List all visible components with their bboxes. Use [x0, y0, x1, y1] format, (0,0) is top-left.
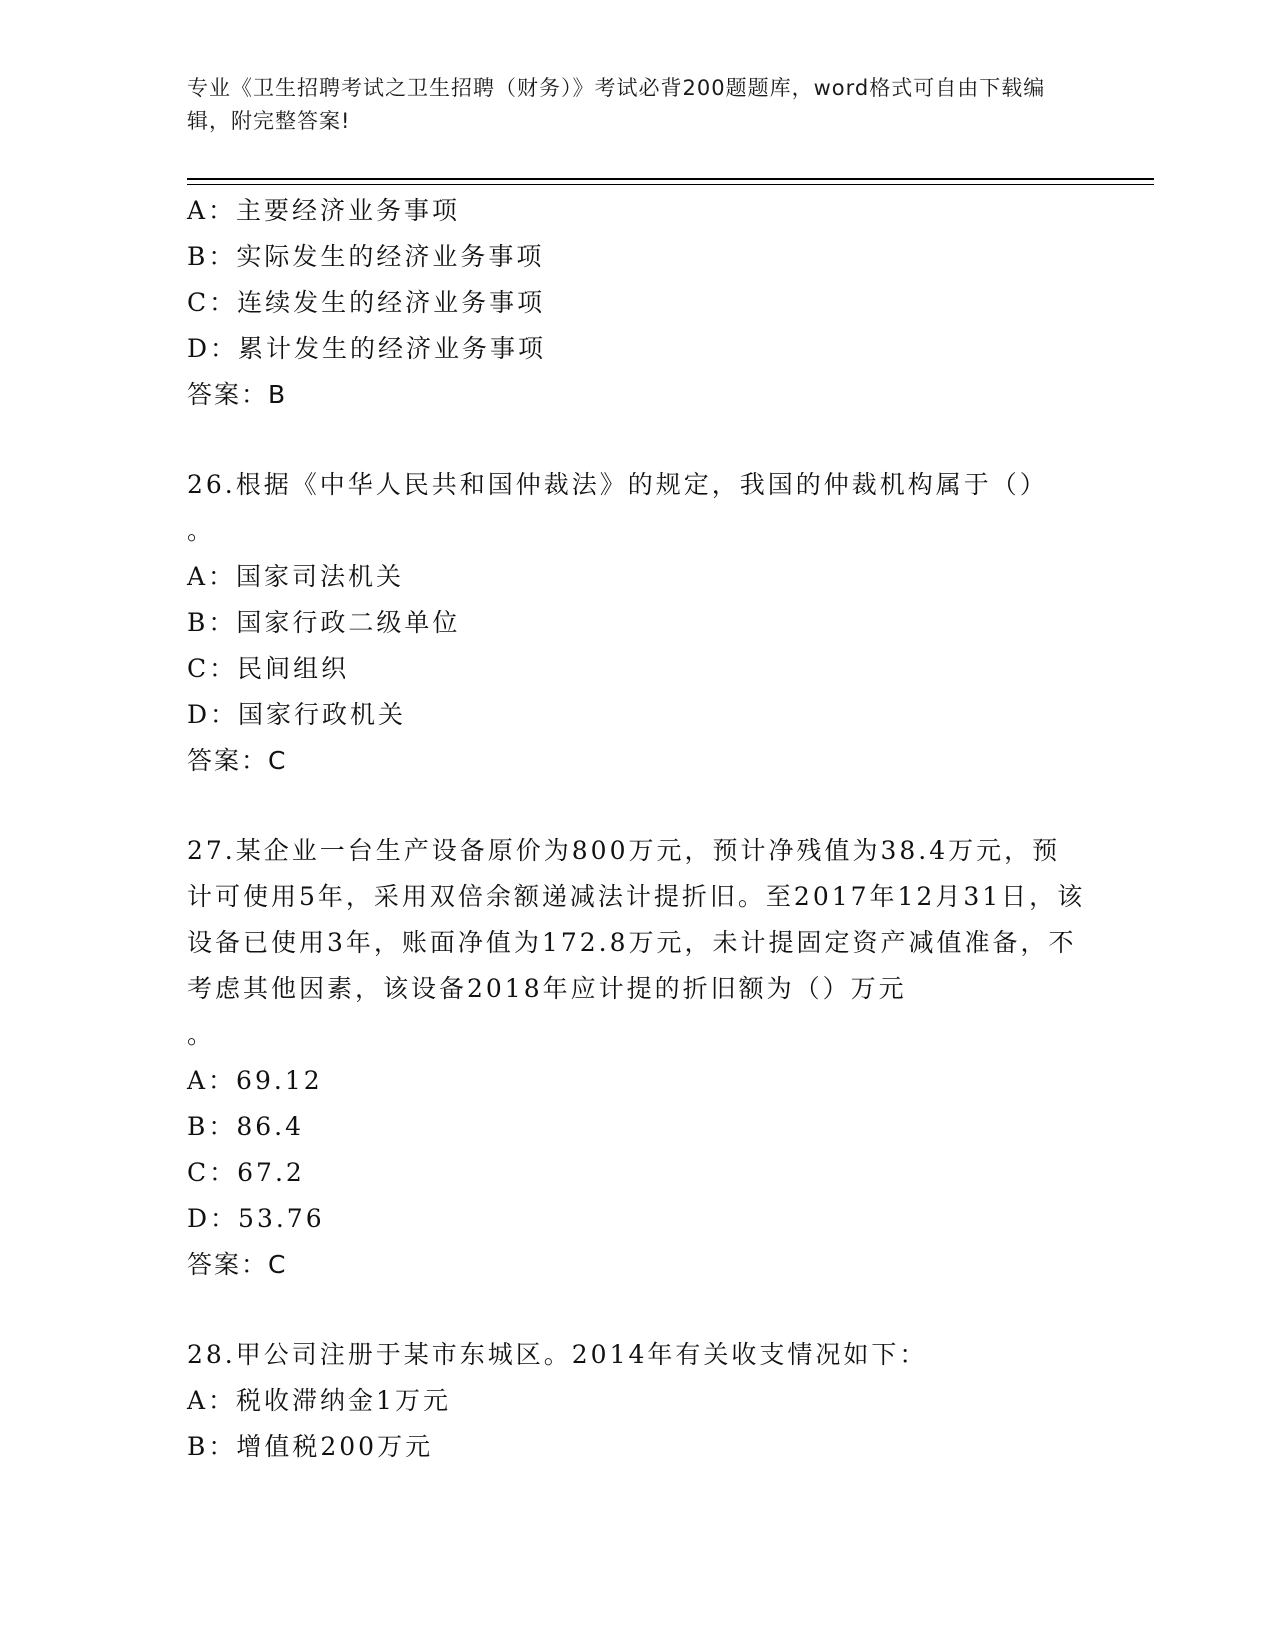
- answer: 答案：C: [187, 746, 288, 775]
- option-a: A：税收滞纳金1万元: [187, 1386, 451, 1415]
- document-header: 专业《卫生招聘考试之卫生招聘（财务）》考试必背200题题库，word格式可自由下载编辑，附完整答案!: [187, 76, 1046, 133]
- option-a: A：69.12: [187, 1066, 323, 1095]
- question-stem: 27.某企业一台生产设备原价为800万元，预计净残值为38.4万元，预计可使用5年，采用双倍余额递减法计提折旧。至2017年12月31日，该设备已使用3年，账面净值为172.8万元，未计提固定资产减值准备，不考虑其他因素，该设备2018年应计提的折旧额为（）万元: [187, 836, 1086, 1003]
- option-b: B：增值税200万元: [187, 1432, 434, 1461]
- option-d: D：累计发生的经济业务事项: [187, 334, 547, 363]
- option-b: B：国家行政二级单位: [187, 608, 461, 637]
- question-list: [187, 188, 1087, 1470]
- option-c: C：连续发生的经济业务事项: [187, 288, 546, 317]
- option-c: C：67.2: [187, 1158, 305, 1187]
- question-25: [187, 188, 1087, 418]
- option-b: B：实际发生的经济业务事项: [187, 242, 545, 271]
- question-stem: 28.甲公司注册于某市东城区。2014年有关收支情况如下：: [187, 1340, 928, 1369]
- question-28: [187, 1332, 1087, 1470]
- header-divider-thick: [187, 178, 1154, 180]
- option-b: B：86.4: [187, 1112, 305, 1141]
- option-a: A：国家司法机关: [187, 562, 405, 591]
- option-a: A：主要经济业务事项: [187, 196, 461, 225]
- question-stem-tail: 。: [187, 1020, 216, 1049]
- answer: 答案：B: [187, 380, 288, 409]
- question-stem: 26.根据《中华人民共和国仲裁法》的规定，我国的仲裁机构属于（）: [187, 470, 1048, 499]
- question-26: [187, 462, 1087, 784]
- option-d: D：国家行政机关: [187, 700, 407, 729]
- header-divider-thin: [187, 184, 1154, 185]
- question-27: [187, 828, 1087, 1288]
- option-d: D：53.76: [187, 1204, 325, 1233]
- question-stem-tail: 。: [187, 516, 216, 545]
- answer: 答案：C: [187, 1250, 288, 1279]
- option-c: C：民间组织: [187, 654, 350, 683]
